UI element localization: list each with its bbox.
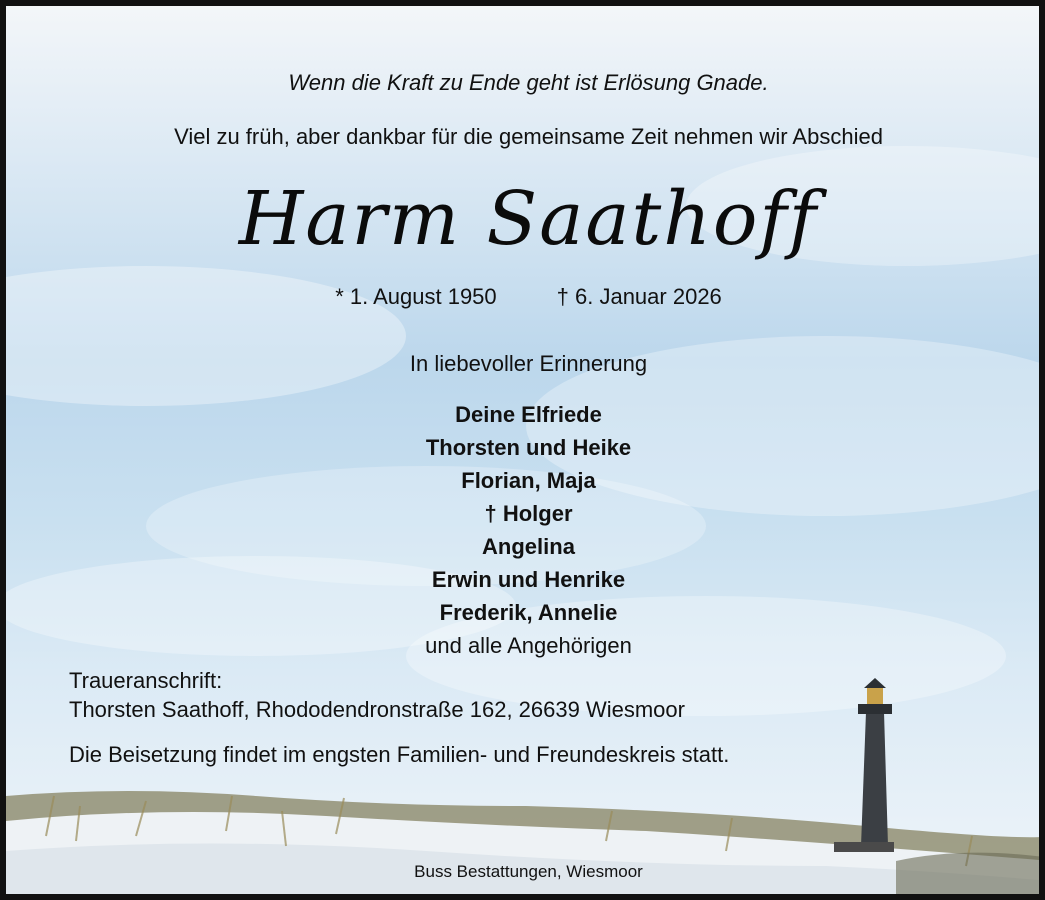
undertaker-credit: Buss Bestattungen, Wiesmoor <box>414 862 643 881</box>
address-label: Traueranschrift: <box>69 668 223 693</box>
farewell-intro: Viel zu früh, aber dankbar für die gemeinsame Zeit nehmen wir Abschied <box>174 124 883 149</box>
mourner-entry: Florian, Maja <box>461 468 596 493</box>
address-text: Thorsten Saathoff, Rhododendronstraße 162, 26639 Wiesmoor <box>69 697 685 722</box>
funeral-note: Die Beisetzung findet im engsten Familien- und Freundeskreis statt. <box>69 742 730 767</box>
memory-line: In liebevoller Erinnerung <box>409 351 648 376</box>
mourner-entry: Frederik, Annelie <box>439 600 618 625</box>
death-date: † 6. Januar 2026 <box>556 284 722 309</box>
birth-date: * 1. August 1950 <box>335 284 497 309</box>
relatives-line: und alle Angehörigen <box>425 633 632 658</box>
mourner-entry: Angelina <box>482 534 575 559</box>
mourner-entry: † Holger <box>484 501 573 526</box>
deceased-name: Harm Saathoff <box>238 176 819 262</box>
mourner-entry: Thorsten und Heike <box>425 435 632 460</box>
mourner-entry: Erwin und Henrike <box>431 567 626 592</box>
motto-quote: Wenn die Kraft zu Ende geht ist Erlösung Gnade. <box>288 70 769 95</box>
life-dates <box>6 284 1045 310</box>
mourner-entry: Deine Elfriede <box>455 402 602 427</box>
mourners-list <box>6 398 1045 662</box>
mourning-address-block <box>69 666 685 724</box>
